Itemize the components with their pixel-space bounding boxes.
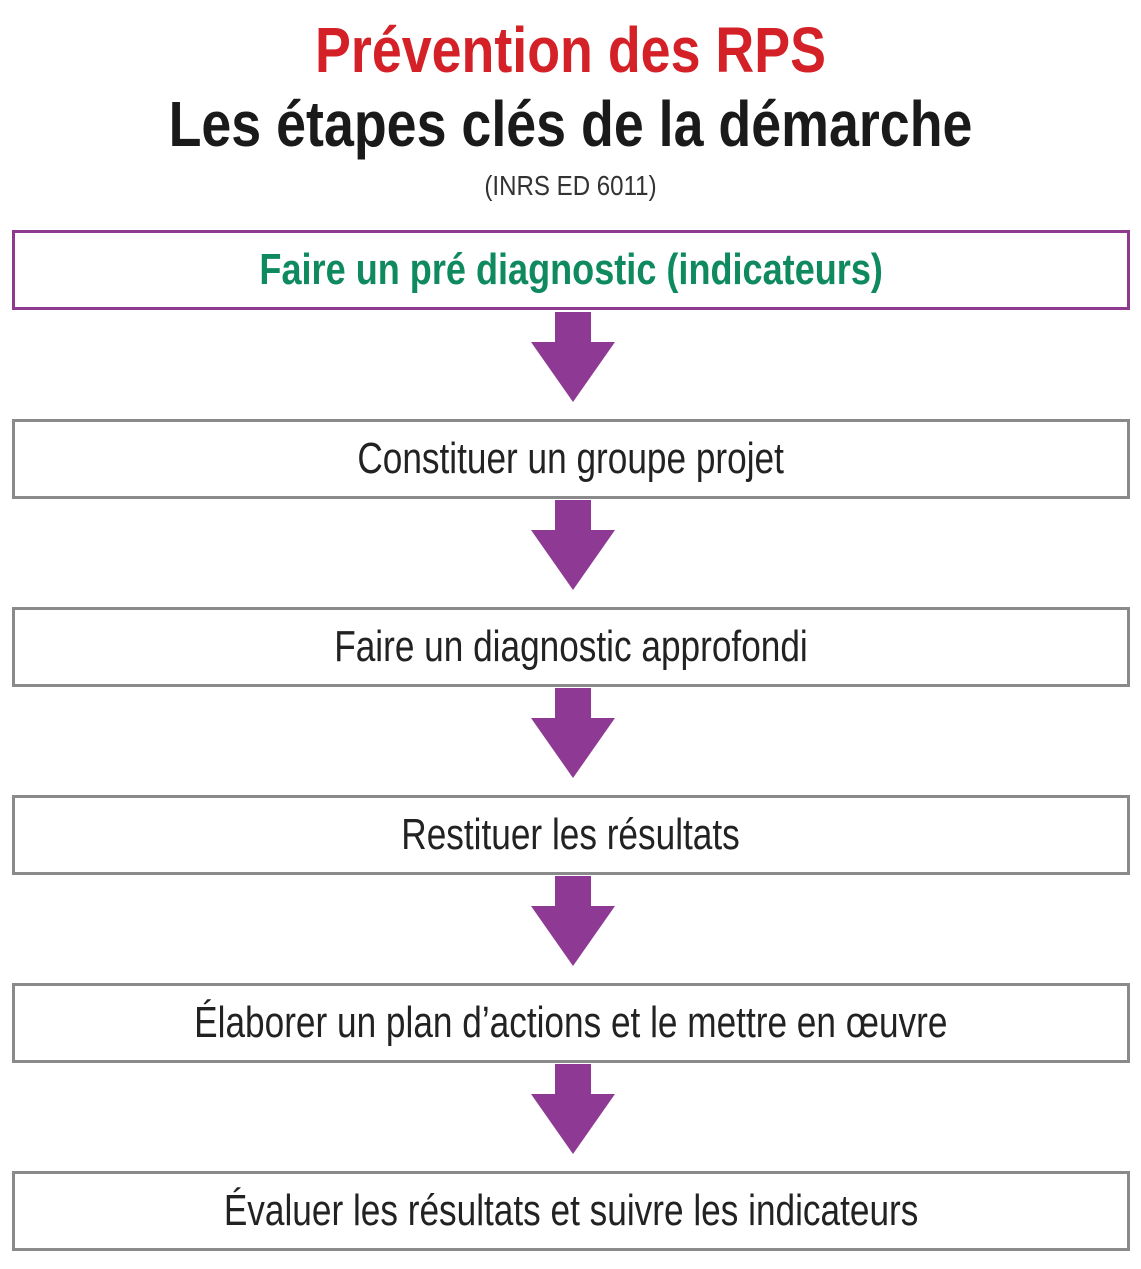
step-label-5: Élaborer un plan d’actions et le mettre en œuvre [194, 998, 948, 1047]
down-arrow-icon [531, 876, 615, 966]
diagram-title: Prévention des RPS [315, 14, 826, 86]
diagram-source: (INRS ED 6011) [484, 170, 657, 201]
step-box-3 [12, 607, 1130, 687]
down-arrow-icon [531, 500, 615, 590]
step-label-3: Faire un diagnostic approfondi [334, 622, 808, 671]
step-label-2: Constituer un groupe projet [357, 434, 785, 483]
diagram-subtitle: Les étapes clés de la démarche [168, 88, 973, 160]
down-arrow-icon [531, 1064, 615, 1154]
step-label-6: Évaluer les résultats et suivre les indicateurs [223, 1186, 919, 1235]
step-box-2 [12, 419, 1130, 499]
step-box-1 [12, 230, 1130, 310]
step-box-5 [12, 983, 1130, 1063]
step-label-4: Restituer les résultats [401, 810, 741, 859]
step-box-4 [12, 795, 1130, 875]
step-label-1: Faire un pré diagnostic (indicateurs) [259, 245, 883, 294]
down-arrow-icon [531, 688, 615, 778]
step-box-6 [12, 1171, 1130, 1251]
down-arrow-icon [531, 312, 615, 402]
